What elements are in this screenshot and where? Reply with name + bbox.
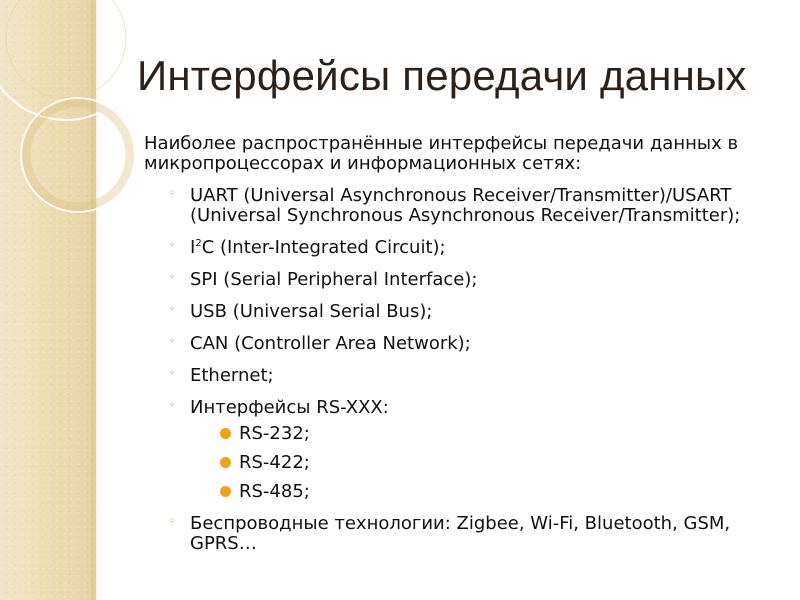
list-item-text: USB (Universal Serial Bus);	[190, 301, 433, 322]
decorative-inner-circle	[6, 0, 126, 98]
list-item-ethernet	[144, 366, 779, 386]
list-item-spi	[144, 270, 779, 290]
i2c-superscript: 2	[195, 238, 202, 249]
list-item-uart	[144, 186, 779, 226]
list-item-i2c	[144, 238, 779, 258]
list-item-usb	[144, 302, 779, 322]
circle-bullet-icon: ◦	[169, 272, 175, 283]
filled-circle-bullet-icon	[220, 486, 231, 497]
slide-content	[144, 134, 779, 566]
list-item-wireless	[144, 514, 779, 554]
list-item-text: SPI (Serial Peripheral Interface);	[190, 269, 478, 290]
list-item-text: Интерфейсы RS-XXX:	[190, 397, 389, 418]
list-item-text: Ethernet;	[190, 365, 274, 386]
circle-bullet-icon: ◦	[169, 188, 175, 199]
decorative-lower-highlight	[21, 98, 135, 212]
sublist-item-rs-422	[171, 453, 779, 473]
sublist-item-rs-485	[171, 482, 779, 502]
i2c-suffix: C (Inter-Integrated Circuit);	[201, 237, 446, 258]
circle-bullet-icon: ◦	[169, 368, 175, 379]
circle-bullet-icon: ◦	[169, 400, 175, 411]
rs-sublist	[171, 424, 779, 502]
circle-bullet-icon: ◦	[169, 516, 175, 527]
circle-bullet-icon: ◦	[169, 304, 175, 315]
circle-bullet-icon: ◦	[169, 336, 175, 347]
list-item-rs-interfaces	[144, 398, 779, 502]
list-item-text: Беспроводные технологии: Zigbee, Wi-Fi, Bluetooth, GSM, GPRS…	[190, 513, 731, 554]
circle-bullet-icon: ◦	[169, 240, 175, 251]
intro-text: Наиболее распространённые интерфейсы передачи данных в микропроцессорах и информационных сетях:	[144, 133, 739, 174]
filled-circle-bullet-icon	[220, 428, 231, 439]
list-item-can	[144, 334, 779, 354]
list-item-text: CAN (Controller Area Network);	[190, 333, 471, 354]
list-item-text: UART (Universal Asynchronous Receiver/Transmitter)/USART (Universal Synchronous Asynchronous Receiver/Transmitter);	[190, 185, 741, 226]
sublist-item-text: RS-232;	[239, 423, 310, 444]
slide-title: Интерфейсы передачи данных	[137, 52, 747, 99]
interface-list	[144, 186, 779, 554]
sublist-item-text: RS-422;	[239, 452, 310, 473]
i2c-prefix: I	[190, 237, 196, 258]
list-item-text	[171, 238, 779, 258]
sublist-item-rs-232	[171, 424, 779, 444]
filled-circle-bullet-icon	[220, 457, 231, 468]
sublist-item-text: RS-485;	[239, 481, 310, 502]
